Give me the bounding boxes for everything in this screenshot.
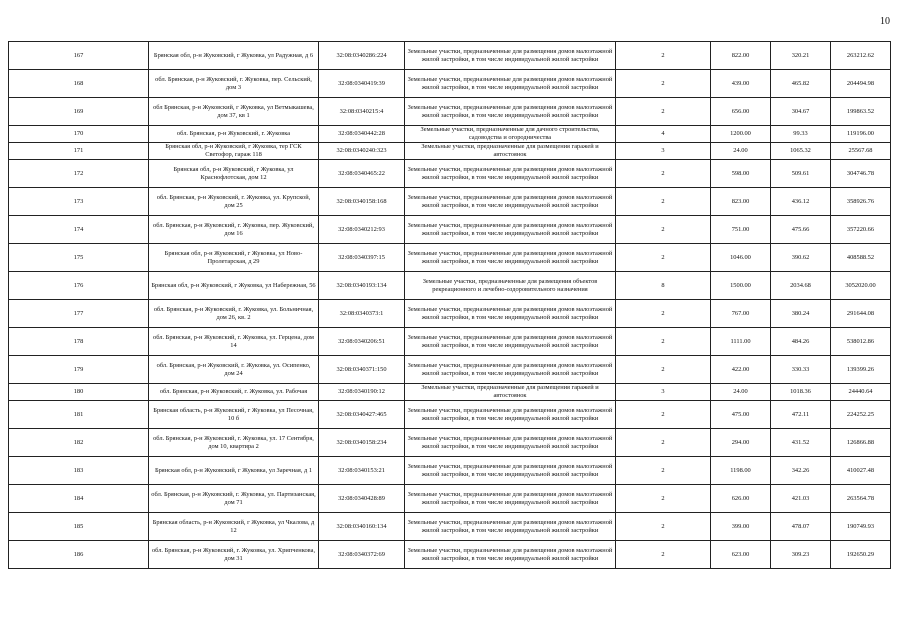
cadastral-value-cell: 224252.25: [831, 401, 891, 429]
cadastral-value-cell: 24440.64: [831, 384, 891, 401]
unit-value-cell: 390.62: [771, 244, 831, 272]
unit-value-cell: 484.26: [771, 328, 831, 356]
address-cell: обл. Брянская, р-н Жуковский, г. Жуковка, пер. Сельский, дом 3: [149, 70, 319, 98]
land-use-cell: Земельные участки, предназначенные для размещения домов малоэтажной жилой застройки, в том числе индивидуальной жилой застройки: [405, 160, 616, 188]
land-use-cell: Земельные участки, предназначенные для размещения домов малоэтажной жилой застройки, в том числе индивидуальной жилой застройки: [405, 429, 616, 457]
address-cell: обл. Брянская, р-н Жуковский, г. Жуковка, ул. Партизанская, дом 71: [149, 485, 319, 513]
group-number-cell: 2: [616, 356, 711, 384]
row-number-cell: 185: [9, 513, 149, 541]
group-number-cell: 2: [616, 401, 711, 429]
row-number-cell: 180: [9, 384, 149, 401]
unit-value-cell: 2034.68: [771, 272, 831, 300]
group-number-cell: 2: [616, 160, 711, 188]
land-use-cell: Земельные участки, предназначенные для размещения домов малоэтажной жилой застройки, в том числе индивидуальной жилой застройки: [405, 541, 616, 569]
land-use-cell: Земельные участки, предназначенные для размещения домов малоэтажной жилой застройки, в том числе индивидуальной жилой застройки: [405, 42, 616, 70]
row-number-cell: 176: [9, 272, 149, 300]
cadastral-value-cell: 263212.62: [831, 42, 891, 70]
cadastral-number-cell: 32:08:0340193:134: [319, 272, 405, 300]
cadastral-value-cell: 358926.76: [831, 188, 891, 216]
unit-value-cell: 472.11: [771, 401, 831, 429]
table-row: [9, 98, 891, 126]
address-cell: обл. Брянская, р-н Жуковский, г. Жуковка, ул. Рабочая: [149, 384, 319, 401]
address-cell: обл. Брянская, р-н Жуковский, г. Жуковка, ул. 17 Сентября, дом 10, квартира 2: [149, 429, 319, 457]
address-cell: Брянская обл, р-н Жуковский, г Жуковка, ул Набережная, 56: [149, 272, 319, 300]
group-number-cell: 2: [616, 513, 711, 541]
group-number-cell: 2: [616, 216, 711, 244]
table-row: [9, 300, 891, 328]
unit-value-cell: 436.12: [771, 188, 831, 216]
unit-value-cell: 309.23: [771, 541, 831, 569]
address-cell: Брянская область, р-н Жуковский, г Жуковка, ул Песочная, 10 б: [149, 401, 319, 429]
table-row: [9, 356, 891, 384]
area-cell: 656.00: [711, 98, 771, 126]
table-row: [9, 126, 891, 143]
area-cell: 1046.00: [711, 244, 771, 272]
cadastral-number-cell: 32:08:0340373:1: [319, 300, 405, 328]
cadastral-value-cell: 408588.52: [831, 244, 891, 272]
row-number-cell: 174: [9, 216, 149, 244]
group-number-cell: 2: [616, 98, 711, 126]
area-cell: 623.00: [711, 541, 771, 569]
table-row: [9, 272, 891, 300]
area-cell: 626.00: [711, 485, 771, 513]
area-cell: 598.00: [711, 160, 771, 188]
table-row: [9, 328, 891, 356]
cadastral-number-cell: 32:08:0340158:168: [319, 188, 405, 216]
group-number-cell: 2: [616, 188, 711, 216]
address-cell: обл. Брянская, р-н Жуковский, г. Жуковка, ул. Осипенко, дом 24: [149, 356, 319, 384]
table-row: [9, 143, 891, 160]
cadastral-number-cell: 32:08:0340397:15: [319, 244, 405, 272]
group-number-cell: 3: [616, 384, 711, 401]
area-cell: 399.00: [711, 513, 771, 541]
cadastral-value-cell: 204494.98: [831, 70, 891, 98]
group-number-cell: 2: [616, 328, 711, 356]
land-use-cell: Земельные участки, предназначенные для размещения домов малоэтажной жилой застройки, в том числе индивидуальной жилой застройки: [405, 485, 616, 513]
cadastral-number-cell: 32:08:0340286:224: [319, 42, 405, 70]
cadastral-number-cell: 32:08:0340428:89: [319, 485, 405, 513]
unit-value-cell: 330.33: [771, 356, 831, 384]
table-row: [9, 513, 891, 541]
cadastral-number-cell: 32:08:0340371:150: [319, 356, 405, 384]
cadastral-value-cell: 410027.48: [831, 457, 891, 485]
cadastral-number-cell: 32:08:0340190:12: [319, 384, 405, 401]
unit-value-cell: 342.26: [771, 457, 831, 485]
table-row: [9, 401, 891, 429]
cadastral-value-cell: 291644.08: [831, 300, 891, 328]
area-cell: 294.00: [711, 429, 771, 457]
row-number-cell: 178: [9, 328, 149, 356]
land-use-cell: Земельные участки, предназначенные для размещения гаражей и автостоянок: [405, 384, 616, 401]
cadastral-number-cell: 32:08:0340372:69: [319, 541, 405, 569]
land-use-cell: Земельные участки, предназначенные для размещения домов малоэтажной жилой застройки, в том числе индивидуальной жилой застройки: [405, 513, 616, 541]
land-use-cell: Земельные участки, предназначенные для размещения домов малоэтажной жилой застройки, в том числе индивидуальной жилой застройки: [405, 328, 616, 356]
address-cell: обл. Брянская, р-н Жуковский, г. Жуковка, ул. Больничная, дом 26, кв. 2: [149, 300, 319, 328]
cadastral-number-cell: 32:08:0340153:21: [319, 457, 405, 485]
group-number-cell: 3: [616, 143, 711, 160]
area-cell: 1500.00: [711, 272, 771, 300]
address-cell: обл. Брянская, р-н Жуковский, г. Жуковка, ул. Хрипченкова, дом 31: [149, 541, 319, 569]
row-number-cell: 175: [9, 244, 149, 272]
cadastral-value-cell: 139399.26: [831, 356, 891, 384]
row-number-cell: 171: [9, 143, 149, 160]
cadastral-number-cell: 32:08:0340212:93: [319, 216, 405, 244]
row-number-cell: 179: [9, 356, 149, 384]
area-cell: 1200.00: [711, 126, 771, 143]
unit-value-cell: 475.66: [771, 216, 831, 244]
group-number-cell: 4: [616, 126, 711, 143]
cadastral-number-cell: 32:08:0340427:465: [319, 401, 405, 429]
cadastral-value-cell: 190749.93: [831, 513, 891, 541]
land-use-cell: Земельные участки, предназначенные для размещения домов малоэтажной жилой застройки, в том числе индивидуальной жилой застройки: [405, 244, 616, 272]
land-use-cell: Земельные участки, предназначенные для размещения объектов рекреационного и лечебно-оздоровительного назначения: [405, 272, 616, 300]
address-cell: Брянская обл, р-н Жуковский, г Жуковка, ул Краснофлотская, дом 12: [149, 160, 319, 188]
land-use-cell: Земельные участки, предназначенные для размещения домов малоэтажной жилой застройки, в том числе индивидуальной жилой застройки: [405, 188, 616, 216]
area-cell: 822.00: [711, 42, 771, 70]
unit-value-cell: 380.24: [771, 300, 831, 328]
address-cell: Брянская обл, р-н Жуковский, г Жуковка, ул Заречная, д 1: [149, 457, 319, 485]
area-cell: 24.00: [711, 143, 771, 160]
group-number-cell: 2: [616, 541, 711, 569]
land-use-cell: Земельные участки, предназначенные для размещения домов малоэтажной жилой застройки, в том числе индивидуальной жилой застройки: [405, 300, 616, 328]
land-use-cell: Земельные участки, предназначенные для размещения домов малоэтажной жилой застройки, в том числе индивидуальной жилой застройки: [405, 356, 616, 384]
table-row: [9, 457, 891, 485]
unit-value-cell: 478.07: [771, 513, 831, 541]
address-cell: Брянская обл, р-н Жуковский, г Жуковка, тер ГСК Светофор, гараж 118: [149, 143, 319, 160]
area-cell: 767.00: [711, 300, 771, 328]
area-cell: 1111.00: [711, 328, 771, 356]
row-number-cell: 169: [9, 98, 149, 126]
area-cell: 1198.00: [711, 457, 771, 485]
cadastral-value-cell: 119196.00: [831, 126, 891, 143]
land-use-cell: Земельные участки, предназначенные для размещения домов малоэтажной жилой застройки, в том числе индивидуальной жилой застройки: [405, 98, 616, 126]
address-cell: обл. Брянская, р-н Жуковский, г. Жуковка, пер. Жуковский, дом 16: [149, 216, 319, 244]
address-cell: обл Брянская, р-н Жуковский, г Жуковка, ул Ветмыкашева, дом 37, кв 1: [149, 98, 319, 126]
group-number-cell: 2: [616, 244, 711, 272]
cadastral-number-cell: 32:08:0340160:134: [319, 513, 405, 541]
cadastral-number-cell: 32:08:0340465:22: [319, 160, 405, 188]
group-number-cell: 2: [616, 429, 711, 457]
area-cell: 24.00: [711, 384, 771, 401]
table-row: [9, 70, 891, 98]
row-number-cell: 170: [9, 126, 149, 143]
cadastral-value-cell: 304746.78: [831, 160, 891, 188]
row-number-cell: 184: [9, 485, 149, 513]
unit-value-cell: 1065.32: [771, 143, 831, 160]
cadastral-value-cell: 357220.66: [831, 216, 891, 244]
row-number-cell: 173: [9, 188, 149, 216]
cadastral-value-cell: 199863.52: [831, 98, 891, 126]
cadastral-number-cell: 32:08:0340206:51: [319, 328, 405, 356]
page-number: 10: [880, 16, 890, 27]
table-body: [9, 42, 891, 569]
table-row: [9, 541, 891, 569]
table-row: [9, 244, 891, 272]
row-number-cell: 177: [9, 300, 149, 328]
address-cell: обл. Брянская, р-н Жуковский, г. Жуковка, ул. Герцена, дом 14: [149, 328, 319, 356]
land-use-cell: Земельные участки, предназначенные для размещения домов малоэтажной жилой застройки, в том числе индивидуальной жилой застройки: [405, 216, 616, 244]
cadastral-value-cell: 263564.78: [831, 485, 891, 513]
unit-value-cell: 431.52: [771, 429, 831, 457]
address-cell: Брянская обл, р-н Жуковский, г Жуковка, ул Ново-Пролетарская, д 29: [149, 244, 319, 272]
area-cell: 439.00: [711, 70, 771, 98]
land-use-cell: Земельные участки, предназначенные для размещения гаражей и автостоянок: [405, 143, 616, 160]
row-number-cell: 167: [9, 42, 149, 70]
cadastral-number-cell: 32:08:0340215:4: [319, 98, 405, 126]
address-cell: обл. Брянская, р-н Жуковский, г. Жуковка: [149, 126, 319, 143]
row-number-cell: 172: [9, 160, 149, 188]
unit-value-cell: 421.03: [771, 485, 831, 513]
group-number-cell: 2: [616, 42, 711, 70]
cadastral-value-cell: 538012.86: [831, 328, 891, 356]
row-number-cell: 181: [9, 401, 149, 429]
cadastral-number-cell: 32:08:0340419:39: [319, 70, 405, 98]
cadastral-value-table: [8, 41, 891, 569]
table-row: [9, 485, 891, 513]
land-use-cell: Земельные участки, предназначенные для дачного строительства, садоводства и огородничества: [405, 126, 616, 143]
address-cell: обл. Брянская, р-н Жуковский, г. Жуковка, ул. Крупской, дом 25: [149, 188, 319, 216]
address-cell: Брянская обл, р-н Жуковский, г Жуковка, ул Радужная, д 6: [149, 42, 319, 70]
group-number-cell: 2: [616, 457, 711, 485]
group-number-cell: 2: [616, 485, 711, 513]
table-row: [9, 188, 891, 216]
row-number-cell: 183: [9, 457, 149, 485]
unit-value-cell: 465.82: [771, 70, 831, 98]
area-cell: 823.00: [711, 188, 771, 216]
cadastral-number-cell: 32:08:0340240:323: [319, 143, 405, 160]
cadastral-value-cell: 192650.29: [831, 541, 891, 569]
unit-value-cell: 320.21: [771, 42, 831, 70]
group-number-cell: 2: [616, 300, 711, 328]
cadastral-value-cell: 126866.88: [831, 429, 891, 457]
area-cell: 422.00: [711, 356, 771, 384]
address-cell: Брянская область, р-н Жуковский, г Жуковка, ул Чкалова, д 12: [149, 513, 319, 541]
table-row: [9, 42, 891, 70]
cadastral-number-cell: 32:08:0340158:234: [319, 429, 405, 457]
land-use-cell: Земельные участки, предназначенные для размещения домов малоэтажной жилой застройки, в том числе индивидуальной жилой застройки: [405, 457, 616, 485]
cadastral-value-cell: 25567.68: [831, 143, 891, 160]
unit-value-cell: 99.33: [771, 126, 831, 143]
area-cell: 751.00: [711, 216, 771, 244]
area-cell: 475.00: [711, 401, 771, 429]
unit-value-cell: 1018.36: [771, 384, 831, 401]
row-number-cell: 168: [9, 70, 149, 98]
unit-value-cell: 509.61: [771, 160, 831, 188]
table-row: [9, 429, 891, 457]
land-use-cell: Земельные участки, предназначенные для размещения домов малоэтажной жилой застройки, в том числе индивидуальной жилой застройки: [405, 70, 616, 98]
land-use-cell: Земельные участки, предназначенные для размещения домов малоэтажной жилой застройки, в том числе индивидуальной жилой застройки: [405, 401, 616, 429]
table-row: [9, 160, 891, 188]
table-row: [9, 384, 891, 401]
group-number-cell: 2: [616, 70, 711, 98]
table-row: [9, 216, 891, 244]
cadastral-value-cell: 3052020.00: [831, 272, 891, 300]
row-number-cell: 182: [9, 429, 149, 457]
group-number-cell: 8: [616, 272, 711, 300]
cadastral-number-cell: 32:08:0340442:28: [319, 126, 405, 143]
row-number-cell: 186: [9, 541, 149, 569]
unit-value-cell: 304.67: [771, 98, 831, 126]
